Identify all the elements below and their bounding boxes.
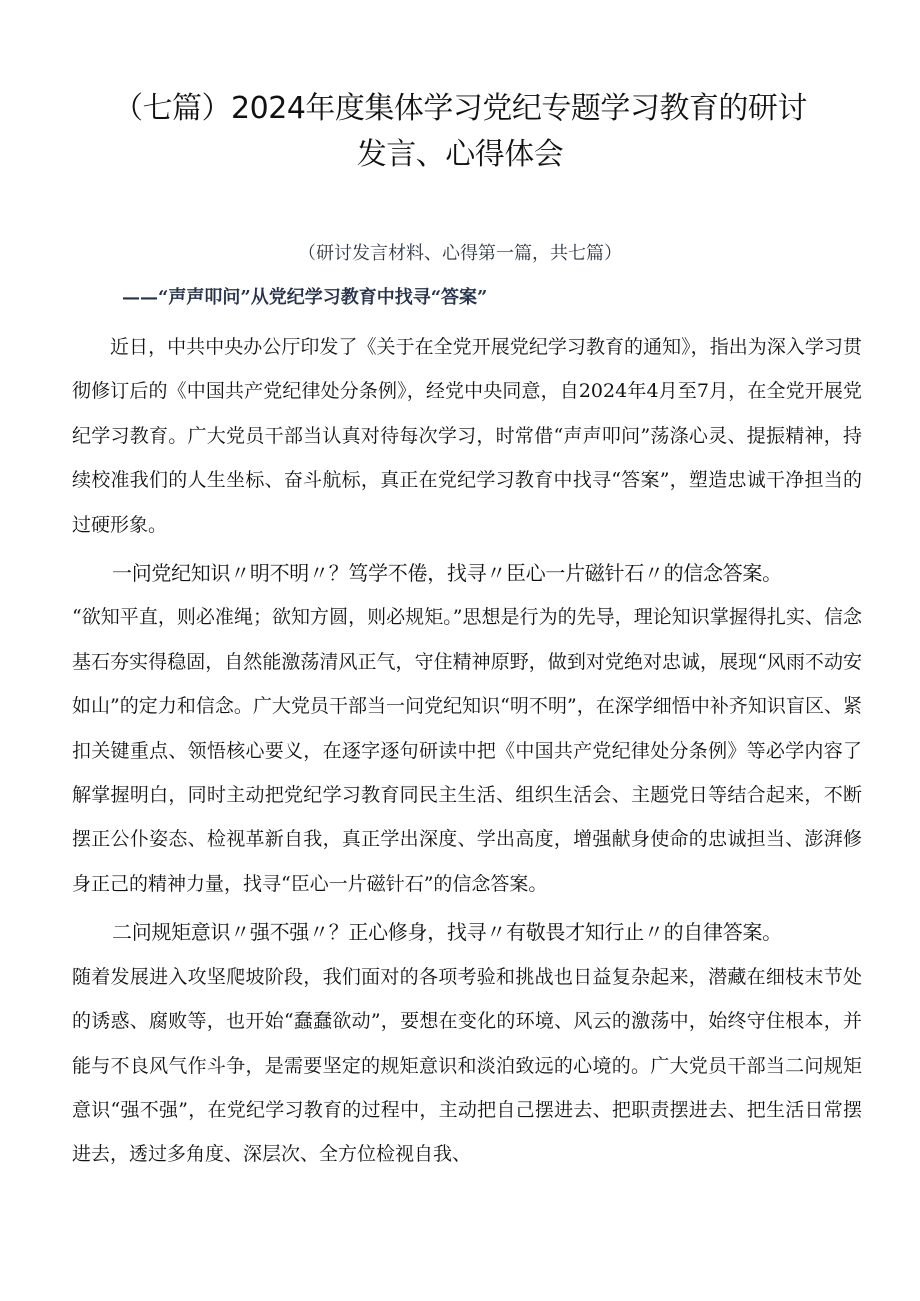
paragraph-section-2: 随着发展进入攻坚爬坡阶段，我们面对的各项考验和挑战也日益复杂起来，潜藏在细枝末节处的诱惑、腐败等，也开始“蠢蠢欲动”，要想在变化的环境、风云的激荡中，始终守住根本，并能与不良风气作斗争，是需要坚定的规矩意识和淡泊致远的心境的。广大党员干部当二问规矩意识“强不强”，在党纪学习教育的过程中，主动把自己摆进去、把职责摆进去、把生活日常摆进去，透过多角度、深层次、全方位检视自我、 bbox=[72, 965, 862, 1166]
document-body bbox=[72, 325, 862, 1177]
paragraph-section-1: “欲知平直，则必准绳；欲知方圆，则必规矩。”思想是行为的先导，理论知识掌握得扎实、信念基石夯实得稳固，自然能激荡清风正气，守住精神原野，做到对党绝对忠诚，展现“风雨不动安如山”的定力和信念。广大党员干部当一问党纪知识“明不明”，在深学细悟中补齐知识盲区、紧扣关键重点、领悟核心要义，在逐字逐句研读中把《中国共产党纪律处分条例》等必学内容了解掌握明白，同时主动把党纪学习教育同民主生活、组织生活会、主题党日等结合起来，不断摆正公仆姿态、检视革新自我，真正学出深度、学出高度，增强献身使命的忠诚担当、澎湃修身正己的精神力量，找寻“臣心一片磁针石”的信念答案。 bbox=[72, 606, 862, 895]
document-title bbox=[60, 86, 860, 178]
section-heading-1: 一问党纪知识〃明不明〃？笃学不倦，找寻〃臣心一片磁针石〃的信念答案。 bbox=[112, 561, 782, 586]
paragraph-intro: 近日，中共中央办公厅印发了《关于在全党开展党纪学习教育的通知》，指出为深入学习贯彻修订后的《中国共产党纪律处分条例》，经党中央同意，自2024年4月至7月，在全党开展党纪学习教育。广大党员干部当认真对待每次学习，时常借“声声叩问”荡涤心灵、提振精神，持续校准我们的人生坐标、奋斗航标，真正在党纪学习教育中找寻“答案”，塑造忠诚干净担当的过硬形象。 bbox=[72, 336, 862, 536]
title-line-1: （七篇）2024年度集体学习党纪专题学习教育的研讨 bbox=[113, 91, 807, 126]
document-subtitle: （研讨发言材料、心得第一篇，共七篇） bbox=[298, 243, 622, 264]
title-line-2: 发言、心得体会 bbox=[356, 137, 564, 172]
document-tagline: ——“声声叩问”从党纪学习教育中找寻“答案” bbox=[122, 287, 488, 308]
section-heading-2: 二问规矩意识〃强不强〃？正心修身，找寻〃有敬畏才知行止〃的自律答案。 bbox=[112, 920, 782, 945]
